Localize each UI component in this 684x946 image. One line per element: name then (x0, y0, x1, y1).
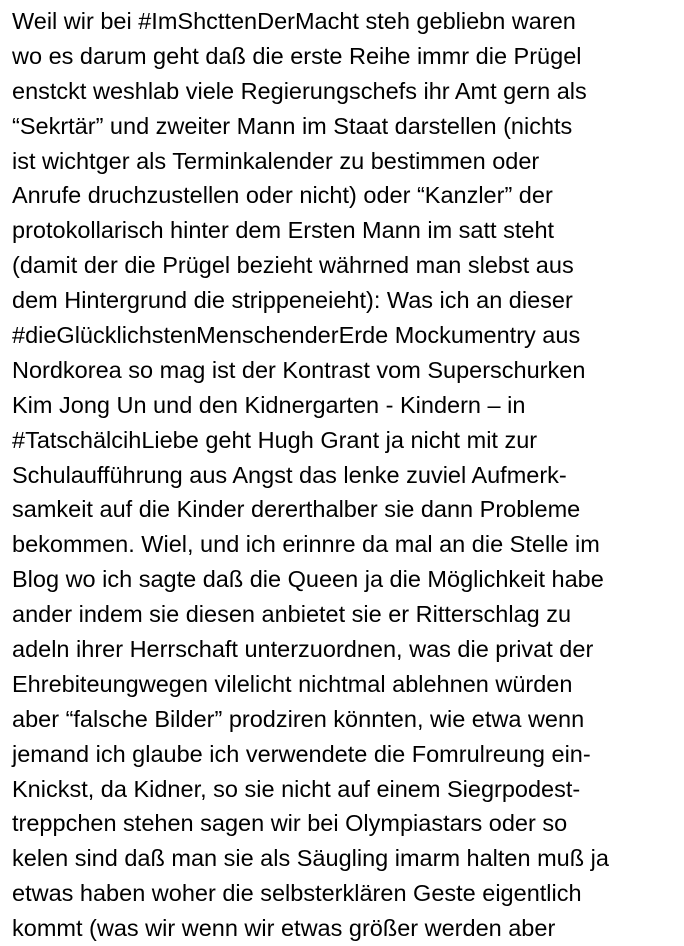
text-line: kelen sind daß man sie als Säugling imarm halten muß ja (12, 845, 609, 872)
text-line: enstckt weshlab viele Regierungschefs ihr Amt gern als (12, 77, 587, 104)
text-line: adeln ihrer Herrschaft unterzuordnen, was die privat der (12, 636, 594, 663)
text-line: jemand ich glaube ich verwendete die Fomrulreung ein- (12, 740, 591, 767)
text-line: ist wichtger als Terminkalender zu bestimmen oder (12, 147, 540, 174)
text-line: dem Hintergrund die strippeneieht): Was ich an dieser (12, 287, 573, 314)
text-line: etwas haben woher die selbsterklären Geste eigentlich (12, 880, 582, 907)
text-line: wo es darum geht daß die erste Reihe immr die Prügel (12, 42, 582, 69)
text-line: bekommen. Wiel, und ich erinnre da mal an die Stelle im (12, 531, 600, 558)
text-line: Nordkorea so mag ist der Kontrast vom Superschurken (12, 356, 586, 383)
text-line: (damit der die Prügel bezieht währned man slebst aus (12, 252, 574, 279)
text-line: Schulaufführung aus Angst das lenke zuviel Aufmerk- (12, 461, 567, 488)
text-line: ander indem sie diesen anbietet sie er Ritterschlag zu (12, 601, 572, 628)
text-line: “Sekrtär” und zweiter Mann im Staat darstellen (nichts (12, 112, 573, 139)
text-line: protokollarisch hinter dem Ersten Mann im satt steht (12, 217, 555, 244)
text-line: Weil wir bei #ImShcttenDerMacht steh gebliebn waren (12, 8, 576, 34)
text-line: Knickst, da Kidner, so sie nicht auf einem Siegrpodest- (12, 775, 581, 802)
text-line: #TatschälcihLiebe geht Hugh Grant ja nicht mit zur (12, 426, 538, 453)
body-text (12, 4, 680, 946)
text-line: kommt (was wir wenn wir etwas größer werden aber (12, 915, 556, 942)
text-line: #dieGlücklichstenMenschenderErde Mockumentry aus (12, 322, 581, 349)
text-line: samkeit auf die Kinder dererthalber sie dann Probleme (12, 496, 581, 523)
text-line: Kim Jong Un und den Kidnergarten - Kindern – in (12, 391, 526, 418)
text-line: Ehrebiteungwegen vilelicht nichtmal ablehnen würden (12, 670, 573, 697)
text-line: treppchen stehen sagen wir bei Olympiastars oder so (12, 810, 568, 837)
text-line: Anrufe druchzustellen oder nicht) oder “Kanzler” der (12, 182, 553, 209)
text-line: aber “falsche Bilder” prodziren könnten, wie etwa wenn (12, 705, 585, 732)
text-line: Blog wo ich sagte daß die Queen ja die Möglichkeit habe (12, 566, 604, 593)
